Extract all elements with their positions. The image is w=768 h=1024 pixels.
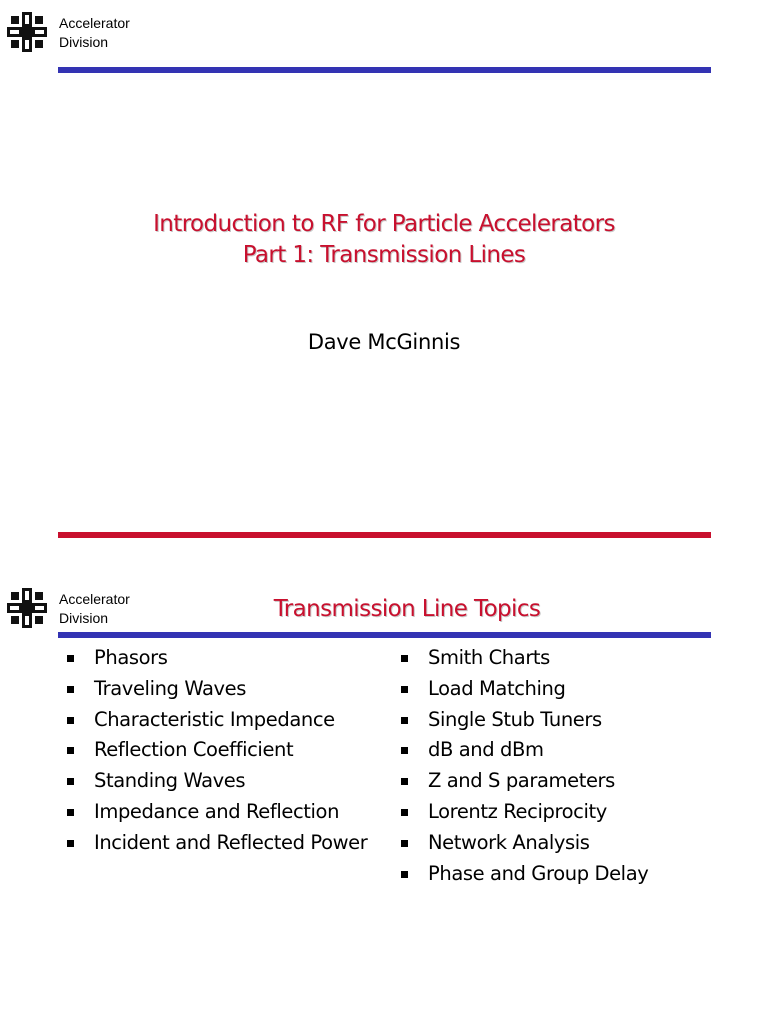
list-item: Impedance and Reflection — [67, 799, 377, 825]
list-item: dB and dBm — [401, 737, 701, 763]
fermilab-logo-icon — [7, 12, 47, 52]
list-item: Z and S parameters — [401, 768, 701, 794]
list-item: Load Matching — [401, 676, 701, 702]
slide-title — [0, 209, 768, 271]
division-line-2: Division — [59, 34, 109, 50]
list-item: Incident and Reflected Power — [67, 830, 377, 856]
list-item: Phasors — [67, 645, 377, 671]
slide-title — [60, 594, 754, 625]
topics-title: Transmission Line Topics — [273, 596, 541, 622]
author-name: Dave McGinnis — [307, 330, 461, 354]
list-item: Lorentz Reciprocity — [401, 799, 701, 825]
division-line-1: Accelerator — [59, 591, 130, 607]
title-line-2: Part 1: Transmission Lines — [242, 242, 526, 268]
topics-list-right — [401, 645, 701, 891]
title-line-1: Introduction to RF for Particle Accelerators — [153, 211, 615, 237]
list-item: Characteristic Impedance — [67, 707, 377, 733]
list-item: Smith Charts — [401, 645, 701, 671]
topics-list-left — [67, 645, 377, 861]
footer-rule — [58, 532, 711, 538]
list-item: Network Analysis — [401, 830, 701, 856]
division-label — [59, 14, 130, 52]
fermilab-logo-icon — [7, 588, 47, 628]
list-item: Standing Waves — [67, 768, 377, 794]
division-line-1: Accelerator — [59, 15, 130, 31]
topics-slide — [0, 575, 768, 1024]
header-rule — [58, 67, 711, 73]
list-item: Single Stub Tuners — [401, 707, 701, 733]
division-line-2: Division — [59, 610, 109, 626]
list-item: Phase and Group Delay — [401, 861, 701, 887]
list-item: Traveling Waves — [67, 676, 377, 702]
list-item: Reflection Coefficient — [67, 737, 377, 763]
header-rule — [58, 632, 711, 638]
